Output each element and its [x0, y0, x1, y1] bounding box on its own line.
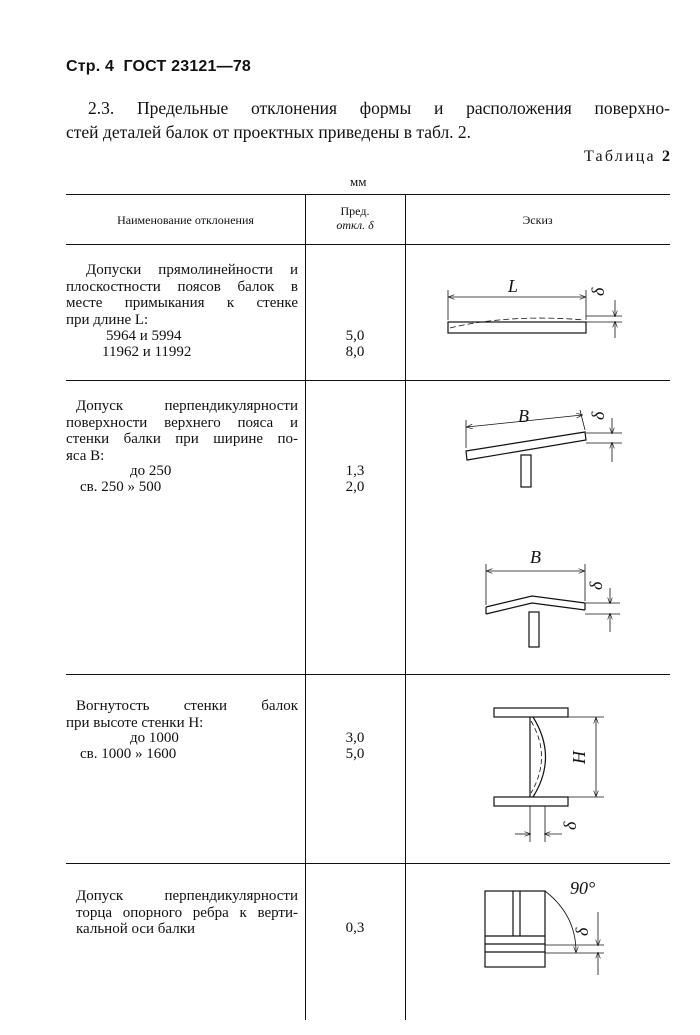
row2-item-2-label: св. 250 » 500 — [80, 479, 162, 495]
sketch-support-rib — [485, 878, 604, 975]
row1-item-2-value: 8,0 — [345, 344, 365, 360]
sketch4-dev-label: δ — [560, 821, 580, 830]
page-number: Стр. 4 — [66, 58, 115, 75]
header-sketch: Эскиз — [522, 213, 553, 227]
row1-line-2: плоскостности поясов балок в — [66, 278, 298, 295]
row2-line-3: стенки балки при ширине по- — [66, 431, 298, 447]
sketch-flange-v — [486, 547, 620, 647]
row2-item-1-label: до 250 — [130, 463, 172, 479]
sketch5-angle-label: 90° — [570, 878, 596, 898]
sketch3-dev-label: δ — [586, 581, 606, 590]
standard-code: ГОСТ 23121—78 — [123, 58, 252, 75]
row3-item-1-value: 3,0 — [345, 730, 365, 746]
sketch2-dev-label: δ — [588, 411, 608, 420]
row2-item-2-value: 2,0 — [345, 479, 365, 495]
row4-line-1: Допуск перпендикулярности — [76, 888, 298, 904]
row1-line-4: при длине L: — [66, 311, 149, 328]
sketch3-dim-label: B — [530, 547, 541, 567]
row1-item-1-value: 5,0 — [345, 328, 365, 344]
row1-line-1: Допуски прямолинейности и — [86, 262, 298, 278]
sketch5-dev-label: δ — [572, 927, 592, 936]
intro-line-2: стей деталей балок от проектных приведены в табл. 2. — [66, 122, 472, 142]
sketch1-dev-label: δ — [588, 287, 608, 296]
row4-line-2: торца опорного ребра к верти- — [76, 904, 298, 921]
row2-line-4: яса B: — [66, 447, 105, 464]
row4-value: 0,3 — [345, 920, 365, 936]
row1-line-3: месте примыкания к стенке — [66, 295, 298, 311]
sketch-flange-tilted — [466, 406, 622, 487]
sketch1-dim-label: L — [508, 276, 519, 296]
header-limit-line2: откл. δ — [336, 218, 374, 232]
row2-line-2: поверхности верхнего пояса и — [66, 414, 298, 431]
table-caption-number: 2 — [662, 148, 670, 165]
row1-item-2-label: 11962 и 11992 — [102, 344, 192, 360]
row3-item-2-label: св. 1000 » 1600 — [80, 746, 177, 762]
row3-item-1-label: до 1000 — [130, 730, 179, 746]
sketch-web-concavity — [494, 708, 604, 842]
sketch4-dim-label: H — [569, 751, 589, 764]
sketch2-dim-label: B — [518, 406, 529, 426]
header-limit-line1: Пред. — [340, 204, 370, 218]
row3-line-1: Вогнутость стенки балок — [76, 698, 298, 714]
row1-item-1-label: 5964 и 5994 — [106, 328, 182, 344]
row2-line-1: Допуск перпендикулярности — [76, 398, 298, 414]
row2-item-1-value: 1,3 — [345, 463, 365, 479]
sketch-flange-straightness — [448, 276, 622, 338]
row3-line-2: при высоте стенки H: — [66, 714, 204, 731]
header-name: Наименование отклонения — [117, 213, 254, 227]
intro-line-1: 2.3. Предельные отклонения формы и расположения поверхно- — [88, 98, 670, 118]
row3-item-2-value: 5,0 — [345, 746, 365, 762]
table-units: мм — [350, 174, 367, 189]
row4-line-3: кальной оси балки — [76, 921, 196, 937]
table-caption-word: Таблица — [583, 148, 656, 165]
